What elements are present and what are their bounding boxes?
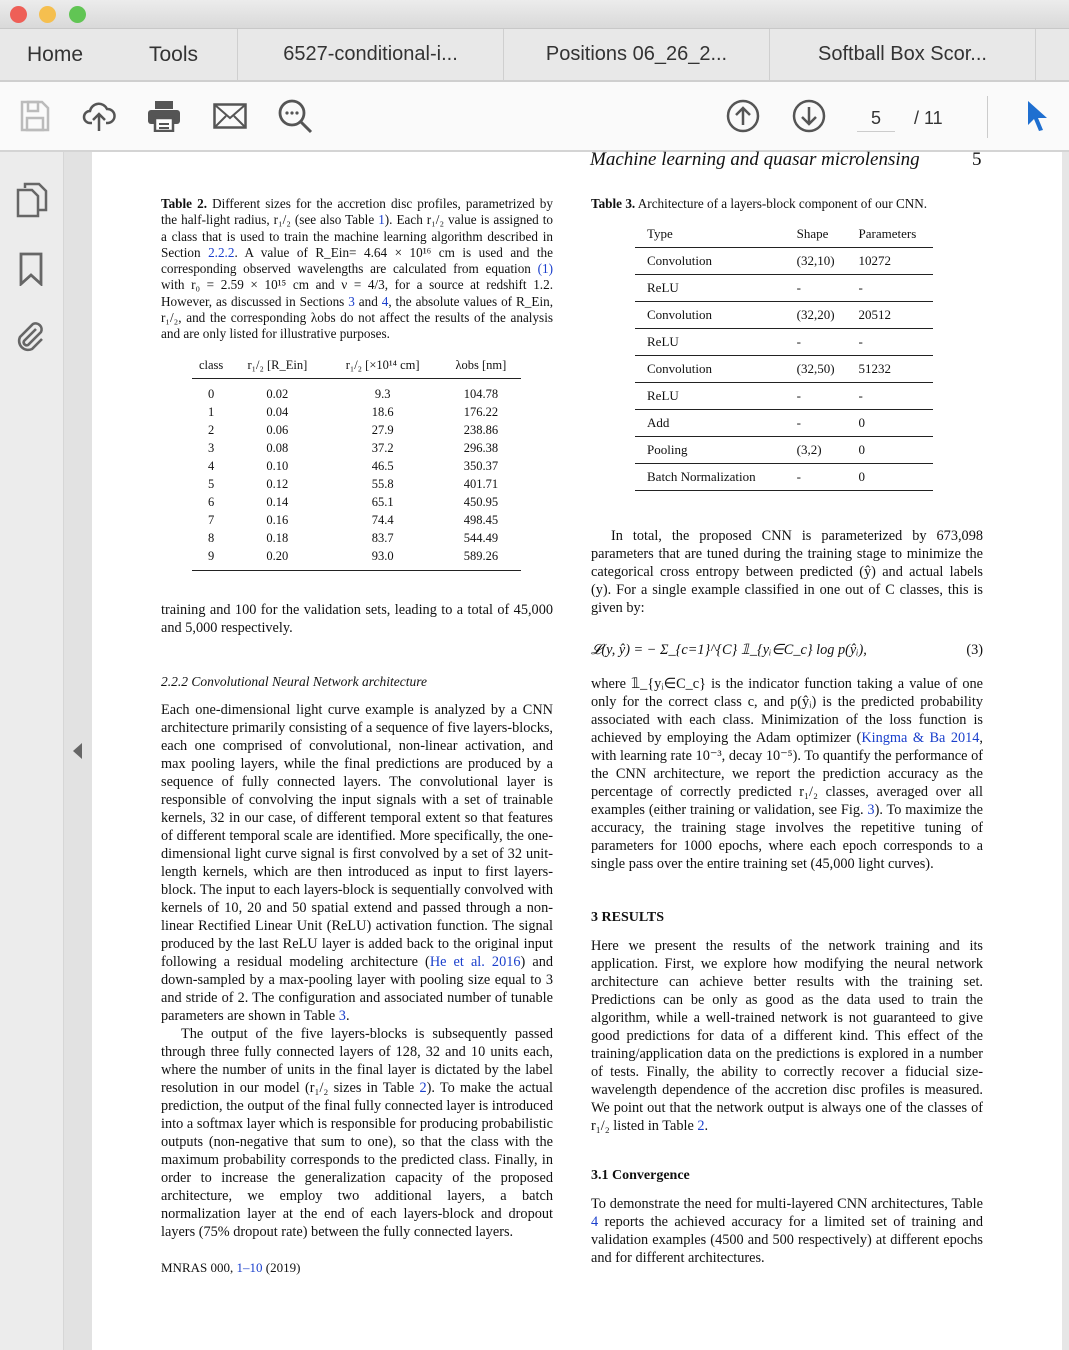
toolbar	[0, 82, 1069, 152]
table-row	[192, 547, 521, 571]
table-row	[635, 382, 933, 409]
table-cell: 350.37	[463, 458, 499, 473]
table-cell: 10272	[847, 247, 934, 274]
page-number-input[interactable]: 5	[857, 104, 895, 132]
table-cell: 18.6	[371, 404, 394, 419]
print-icon[interactable]	[145, 97, 183, 135]
table-2	[192, 353, 521, 572]
table-cell: 93.0	[324, 547, 440, 571]
table-row	[192, 475, 521, 493]
pdf-page	[92, 149, 1062, 1350]
page-up-icon[interactable]	[724, 97, 762, 135]
table-cell: 401.71	[463, 476, 499, 491]
table-row	[192, 421, 521, 439]
link-section-3[interactable]: 3	[348, 293, 355, 309]
tab-bar	[0, 29, 1069, 82]
column-header: Shape	[785, 220, 847, 247]
table-cell: (3,2)	[785, 436, 847, 463]
link-section-222[interactable]: 2.2.2	[208, 244, 235, 260]
equation-text: 𝓛(y, ŷ) = − Σ_{c=1}^{C} 𝟙_{yᵢ∈C_c} log p(ŷᵢ),	[591, 641, 867, 658]
table-cell: -	[785, 463, 847, 490]
table-row	[635, 436, 933, 463]
table-cell: 46.5	[371, 458, 394, 473]
minimize-window-button[interactable]	[39, 6, 56, 23]
table-cell: 74.4	[371, 512, 394, 527]
sidebar-gutter	[64, 152, 92, 1350]
table-cell: 0.14	[266, 494, 289, 509]
table-row	[192, 529, 521, 547]
table-cell: 104.78	[463, 386, 499, 401]
table-cell: Add	[635, 409, 785, 436]
link-equation-1[interactable]: (1)	[537, 261, 553, 277]
table-row	[635, 355, 933, 382]
tab-home[interactable]: Home	[26, 43, 84, 66]
tab-document-3[interactable]: Softball Box Scor...	[770, 29, 1036, 80]
table-cell: Convolution	[635, 301, 785, 328]
link-table-2[interactable]: 2	[419, 1080, 427, 1097]
table-cell: Convolution	[635, 247, 785, 274]
table-cell: (32,50)	[785, 355, 847, 382]
table-cell: -	[785, 274, 847, 301]
running-head: Machine learning and quasar microlensing	[590, 149, 920, 170]
table-cell: 0	[847, 463, 934, 490]
link-section-4[interactable]: 4	[381, 293, 389, 309]
close-window-button[interactable]	[10, 6, 27, 23]
table2-caption: Table 2. Different sizes for the accretion disc profiles, parametrized by the half-light radius, r₁/₂ (see also Table 1). Each r₁/₂ value is assigned to a class that is used to train the machine learning algorithm described in Section 2.2.2. A value of R_Ein= 4.64 × 10¹⁶ cm is used and the corresponding observed wavelengths are calculated from equation (1) with r₀ = 2.59 × 10¹⁵ cm and ν = 4/3, for a source at redshift 1.2. However, as discussed in Sections 3 and 4, the absolute values of R_Ein, r₁/₂, and the corresponding λobs do not affect the results of the analysis and are only listed for illustrative purposes.	[161, 196, 554, 342]
table-cell: 27.9	[371, 422, 394, 437]
table-cell: -	[785, 382, 847, 409]
link-table-1[interactable]: 1	[378, 212, 385, 228]
table-cell: -	[785, 409, 847, 436]
table-cell: 0.16	[266, 512, 289, 527]
right-column	[591, 196, 983, 1267]
link-table-4[interactable]: 4	[591, 1213, 599, 1230]
pointer-icon[interactable]	[1018, 97, 1056, 135]
bookmark-icon[interactable]	[18, 252, 54, 288]
table-cell: 0.18	[266, 530, 289, 545]
table-cell: 0	[847, 409, 934, 436]
collapse-sidebar-icon[interactable]	[73, 743, 82, 759]
page-number: 5	[972, 149, 982, 170]
table-cell: 8	[208, 530, 215, 545]
save-icon[interactable]	[16, 97, 54, 135]
table-cell: ReLU	[635, 328, 785, 355]
mail-icon[interactable]	[211, 97, 249, 135]
table-row	[192, 493, 521, 511]
table-cell: 498.45	[463, 512, 499, 527]
paragraph: Each one-dimensional light curve example is analyzed by a CNN architecture primarily consisting of a sequence of five layers-blocks, each one comprised of convolutional, non-linear activation, and max pooling layers, while the final predictions are produced by a sequence of fully connected layers. The convolutional layer is responsible of convolving the input signals with a set of trainable kernels, 32 in our case, of different temporal extent so that features of different temporal scale are identified. More specifically, the one-dimensional light curve signal is first convolved by a set of 32 unit-length kernels, which are then introduced as input to first layers-block. The input to each layers-block is sequentially convolved with kernels of 10, 20 and 50 spatial extend and passed through a non-linear Rectified Linear Unit (ReLU) activation function. The signal produced by the last ReLU layer is added back to the original input following a residual modeling architecture (He et al. 2016) and down-sampled by a max-pooling layer with pooling size equal to 3 and stride of 2. The configuration and associated number of tunable parameters are shown in Table 3.	[161, 702, 553, 1025]
paragraph: training and 100 for the validation sets, leading to a total of 45,000 and 5,000 respectively.	[161, 602, 553, 637]
page-down-icon[interactable]	[790, 97, 828, 135]
table-cell: 83.7	[371, 530, 394, 545]
table-cell: ReLU	[635, 274, 785, 301]
page-footer: MNRAS 000, 1–10 (2019)	[161, 1260, 301, 1276]
citation-link[interactable]: He et al. 2016	[429, 954, 521, 971]
table-cell: 450.95	[463, 494, 499, 509]
table-cell: 4	[208, 458, 215, 473]
table-cell: 0.08	[266, 440, 289, 455]
table-cell: 37.2	[371, 440, 394, 455]
paragraph: To demonstrate the need for multi-layered CNN architectures, Table 4 reports the achieved accuracy for a limited set of training and validation examples (4500 and 500 respectively) at different epochs and for different architectures.	[591, 1195, 983, 1266]
table-cell: 0.02	[266, 386, 289, 401]
table3-caption: Table 3. Architecture of a layers-block component of our CNN.	[591, 196, 928, 211]
section-heading-31: 3.1 Convergence	[591, 1167, 690, 1183]
link-figure-3[interactable]: 3	[867, 801, 875, 818]
table-cell: 2	[208, 422, 215, 437]
paragraph: where 𝟙_{yᵢ∈C_c} is the indicator function taking a value of one only for the correct class c, and p(ŷᵢ) is the predicted probability associated with each class. Minimization of the loss function is achieved by employing the Adam optimizer (Kingma & Ba 2014, with learning rate 10⁻³, decay 10⁻⁵). To quantify the performance of the CNN architecture, we report the prediction accuracy as the percentage of correctly predicted r₁/₂ classes, averaged over all examples (either training or validation, see Fig. 3). To maximize the accuracy, the training stage involves the repetitive tuning of parameters for 1000 epochs, where each epoch corresponds to a single pass over the entire training set (45,000 light curves).	[591, 675, 983, 872]
table-cell: 589.26	[441, 547, 521, 571]
table-cell: 0.04	[266, 404, 289, 419]
tab-document-1[interactable]: 6527-conditional-i...	[238, 29, 504, 80]
paragraph: In total, the proposed CNN is parameterized by 673,098 parameters that are tuned during the training stage to minimize the categorical cross entropy between predicted (ŷ) and actual labels (y). For a single example classified in one out of C classes, this is given by:	[591, 527, 983, 616]
table-cell: 5	[208, 476, 215, 491]
table-cell: 3	[208, 440, 215, 455]
table-cell: 176.22	[463, 404, 499, 419]
upload-icon[interactable]	[80, 97, 118, 135]
table-cell: (32,10)	[785, 247, 847, 274]
link-table-2[interactable]: 2	[697, 1117, 705, 1134]
column-header: class	[198, 358, 224, 373]
table-cell: 0.10	[266, 458, 289, 473]
table-cell: 1	[208, 404, 215, 419]
table-cell: 0.12	[266, 476, 289, 491]
paragraph: Here we present the results of the network training and its application. First, we explore how modifying the neural network architecture can achieve better results with the training set. Predictions can be only as good as the data used to train the algorithm, while a well-trained network is not guaranteed to give good predictions for data of a different kind. This effect of the training/application data on the predictions is explored in a number of tests. Finally, the ability to correctly recover a fiducial size-wavelength dependence of the accretion disc profiles is measured. We point out that the network output is always one of the classes of r₁/₂ listed in Table 2.	[591, 937, 983, 1134]
table-cell: (32,20)	[785, 301, 847, 328]
table-cell: 0	[208, 386, 215, 401]
title-bar	[0, 0, 1069, 29]
table-cell: 0.06	[266, 422, 289, 437]
table-row	[192, 511, 521, 529]
pages-icon[interactable]	[14, 182, 50, 218]
table-cell: 296.38	[463, 440, 499, 455]
table-row	[635, 409, 933, 436]
attachment-icon[interactable]	[14, 320, 50, 356]
table-cell: Pooling	[635, 436, 785, 463]
table-cell: 20512	[847, 301, 934, 328]
column-header: Parameters	[847, 220, 934, 247]
table-cell: 65.1	[371, 494, 394, 509]
table-cell: 7	[208, 512, 215, 527]
table-cell: 238.86	[463, 422, 499, 437]
left-column	[161, 196, 553, 1277]
footer-link[interactable]: 1–10	[236, 1260, 263, 1276]
table-cell: 51232	[847, 355, 934, 382]
table-cell: 9	[192, 547, 230, 571]
section-heading-222: 2.2.2 Convolutional Neural Network architecture	[161, 674, 427, 690]
table-cell: -	[847, 274, 934, 301]
table-row	[635, 328, 933, 355]
toolbar-divider	[987, 96, 988, 138]
link-table-3[interactable]: 3	[338, 1008, 346, 1025]
table-row	[635, 274, 933, 301]
table-cell: Convolution	[635, 355, 785, 382]
table-cell: 6	[208, 494, 215, 509]
tab-document-2[interactable]: Positions 06_26_2...	[504, 29, 770, 80]
search-icon[interactable]	[276, 97, 314, 135]
table-row	[635, 247, 933, 274]
table-cell: 0.20	[230, 547, 324, 571]
table-cell: 0	[847, 436, 934, 463]
equation-number: (3)	[966, 641, 983, 658]
table-row	[635, 463, 933, 490]
section-heading-3: 3 RESULTS	[591, 909, 665, 925]
table-row	[192, 457, 521, 475]
left-sidebar	[0, 152, 64, 1350]
maximize-window-button[interactable]	[69, 6, 86, 23]
table-row	[192, 379, 521, 403]
table-cell: ReLU	[635, 382, 785, 409]
table-row	[635, 301, 933, 328]
citation-link[interactable]: Kingma & Ba 2014	[861, 729, 980, 746]
column-header: r₁/₂ [×10¹⁴ cm]	[345, 358, 420, 373]
table-3	[635, 220, 933, 491]
page-total: / 11	[914, 108, 943, 128]
column-header: r₁/₂ [R_Ein]	[247, 358, 308, 373]
table-cell: -	[847, 328, 934, 355]
tab-tools[interactable]: Tools	[110, 29, 238, 80]
table-cell: 55.8	[371, 476, 394, 491]
table-cell: -	[785, 328, 847, 355]
table-cell: 544.49	[463, 530, 499, 545]
column-header: Type	[635, 220, 785, 247]
table-row	[192, 439, 521, 457]
paragraph: The output of the five layers-blocks is subsequently passed through three fully connected layers of 128, 32 and 10 units each, where the number of units in the final layer is dictated by the label resolution in our model (r₁/₂ sizes in Table 2). To make the actual prediction, the output of the final fully connected layer is introduced into a softmax layer which is responsible for producing probabilistic outputs (non-negative that sum to one), so that the class with the maximum probability corresponds to the predicted class. Finally, in order to increase the generalization capacity of the proposed architecture, we employ two additional layers, a batch normalization layer at the end of each layers-block and dropout layers (75% dropout rate) between the fully connected layers.	[161, 1026, 553, 1241]
column-header: λobs [nm]	[455, 358, 507, 373]
equation-3	[591, 627, 983, 675]
table-cell: -	[847, 382, 934, 409]
table-cell: Batch Normalization	[635, 463, 785, 490]
table-cell: 9.3	[374, 386, 391, 401]
table-row	[192, 403, 521, 421]
